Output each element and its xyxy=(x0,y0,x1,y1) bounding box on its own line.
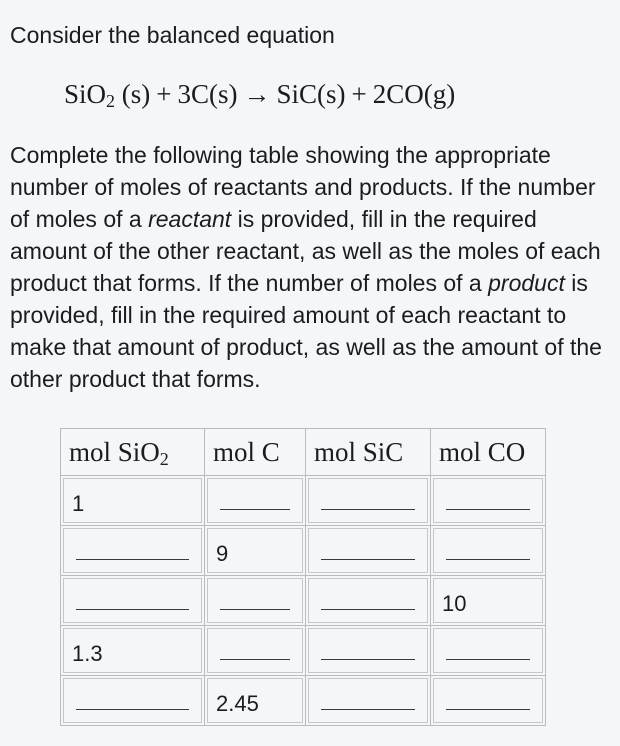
answer-input-c[interactable] xyxy=(220,585,290,609)
plus-sign: + xyxy=(156,79,172,109)
cell-c xyxy=(205,676,306,726)
cell-co xyxy=(431,576,546,626)
instructions-text xyxy=(10,139,610,395)
answer-blank-line xyxy=(76,559,189,560)
answer-input-sio2[interactable] xyxy=(76,535,189,559)
header-mol-c: mol C xyxy=(205,429,306,476)
table-row xyxy=(61,676,546,726)
answer-blank-line xyxy=(446,709,530,710)
answer-input-co[interactable] xyxy=(446,535,530,559)
answer-blank-line xyxy=(321,559,415,560)
cell-frame xyxy=(308,578,428,623)
answer-blank-line xyxy=(220,659,290,660)
cell-frame xyxy=(207,578,303,623)
reactant-sio2 xyxy=(64,79,150,109)
given-value-c: 9 xyxy=(216,541,229,566)
cell-frame xyxy=(207,478,303,523)
answer-input-sio2[interactable] xyxy=(76,585,189,609)
answer-input-sic[interactable] xyxy=(321,585,415,609)
answer-blank-line xyxy=(321,709,415,710)
cell-sic xyxy=(306,526,431,576)
cell-frame xyxy=(433,628,543,673)
balanced-equation xyxy=(64,76,455,112)
instructions-part-1: Complete the following table showing the appropriate number of moles of reactants and products. If the number of moles of a xyxy=(10,142,596,232)
answer-blank-line xyxy=(220,609,290,610)
cell-frame xyxy=(308,628,428,673)
answer-blank-line xyxy=(446,659,530,660)
cell-co xyxy=(431,526,546,576)
reactant-carbon: 3C(s) xyxy=(177,79,238,109)
cell-c xyxy=(205,526,306,576)
answer-input-co[interactable] xyxy=(446,635,530,659)
header-mol-co: mol CO xyxy=(431,429,546,476)
answer-input-sic[interactable] xyxy=(321,685,415,709)
answer-input-c[interactable] xyxy=(220,485,290,509)
header-mol-sic: mol SiC xyxy=(306,429,431,476)
cell-sic xyxy=(306,576,431,626)
cell-frame xyxy=(308,678,428,723)
answer-input-sio2[interactable] xyxy=(76,685,189,709)
answer-blank-line xyxy=(321,509,415,510)
answer-blank-line xyxy=(446,509,530,510)
cell-frame xyxy=(308,528,428,573)
header-sio2-text: mol SiO xyxy=(69,436,160,467)
cell-frame xyxy=(63,478,202,523)
cell-co xyxy=(431,476,546,526)
cell-frame xyxy=(433,578,543,623)
table-row xyxy=(61,526,546,576)
table-header-row xyxy=(61,429,546,476)
cell-c xyxy=(205,576,306,626)
cell-frame xyxy=(207,628,303,673)
table-row xyxy=(61,576,546,626)
answer-blank-line xyxy=(446,559,530,560)
answer-blank-line xyxy=(76,609,189,610)
answer-input-sic[interactable] xyxy=(321,635,415,659)
plus-sign-2: + xyxy=(351,79,367,109)
instructions-product-word: product xyxy=(488,270,565,296)
cell-frame xyxy=(207,528,303,573)
header-mol-sio2 xyxy=(61,429,205,476)
answer-input-sic[interactable] xyxy=(321,535,415,559)
cell-frame xyxy=(207,678,303,723)
cell-frame xyxy=(433,478,543,523)
answer-input-c[interactable] xyxy=(220,635,290,659)
intro-text: Consider the balanced equation xyxy=(10,22,335,48)
cell-frame xyxy=(63,528,202,573)
cell-sic xyxy=(306,676,431,726)
sio2-formula: SiO xyxy=(64,79,107,109)
sio2-subscript: 2 xyxy=(106,91,116,111)
reaction-arrow: → xyxy=(243,79,271,109)
cell-co xyxy=(431,676,546,726)
answer-blank-line xyxy=(76,709,189,710)
given-value-sio2: 1.3 xyxy=(72,641,103,666)
moles-table xyxy=(60,428,546,726)
cell-frame xyxy=(433,528,543,573)
answer-blank-line xyxy=(220,509,290,510)
table-body xyxy=(61,476,546,726)
product-co: 2CO(g) xyxy=(372,79,456,109)
cell-sic xyxy=(306,476,431,526)
cell-sio2 xyxy=(61,676,205,726)
product-sic: SiC(s) xyxy=(276,79,346,109)
cell-frame xyxy=(63,628,202,673)
cell-frame xyxy=(63,578,202,623)
cell-frame xyxy=(433,678,543,723)
cell-sio2 xyxy=(61,476,205,526)
cell-sio2 xyxy=(61,626,205,676)
cell-frame xyxy=(63,678,202,723)
instructions-reactant-word: reactant xyxy=(148,206,232,232)
cell-sic xyxy=(306,626,431,676)
answer-blank-line xyxy=(321,659,415,660)
cell-sio2 xyxy=(61,576,205,626)
cell-sio2 xyxy=(61,526,205,576)
given-value-sio2: 1 xyxy=(72,491,85,516)
answer-blank-line xyxy=(321,609,415,610)
cell-c xyxy=(205,476,306,526)
table-row xyxy=(61,626,546,676)
answer-input-sic[interactable] xyxy=(321,485,415,509)
instructions-part-3: is provided, fill in the required amount of each reactant to make that amount of product, as well as the amount of the other product that forms. xyxy=(10,270,602,392)
cell-co xyxy=(431,626,546,676)
table-row xyxy=(61,476,546,526)
sio2-state: (s) xyxy=(115,79,151,109)
answer-input-co[interactable] xyxy=(446,685,530,709)
cell-frame xyxy=(308,478,428,523)
answer-input-co[interactable] xyxy=(446,485,530,509)
instructions-part-2: is provided, fill in the required amount of the other reactant, as well as the moles of each product that forms. If the number of moles of a xyxy=(10,206,601,296)
header-sio2-subscript: 2 xyxy=(159,448,169,469)
given-value-c: 2.45 xyxy=(216,691,259,716)
cell-c xyxy=(205,626,306,676)
given-value-co: 10 xyxy=(442,591,467,616)
